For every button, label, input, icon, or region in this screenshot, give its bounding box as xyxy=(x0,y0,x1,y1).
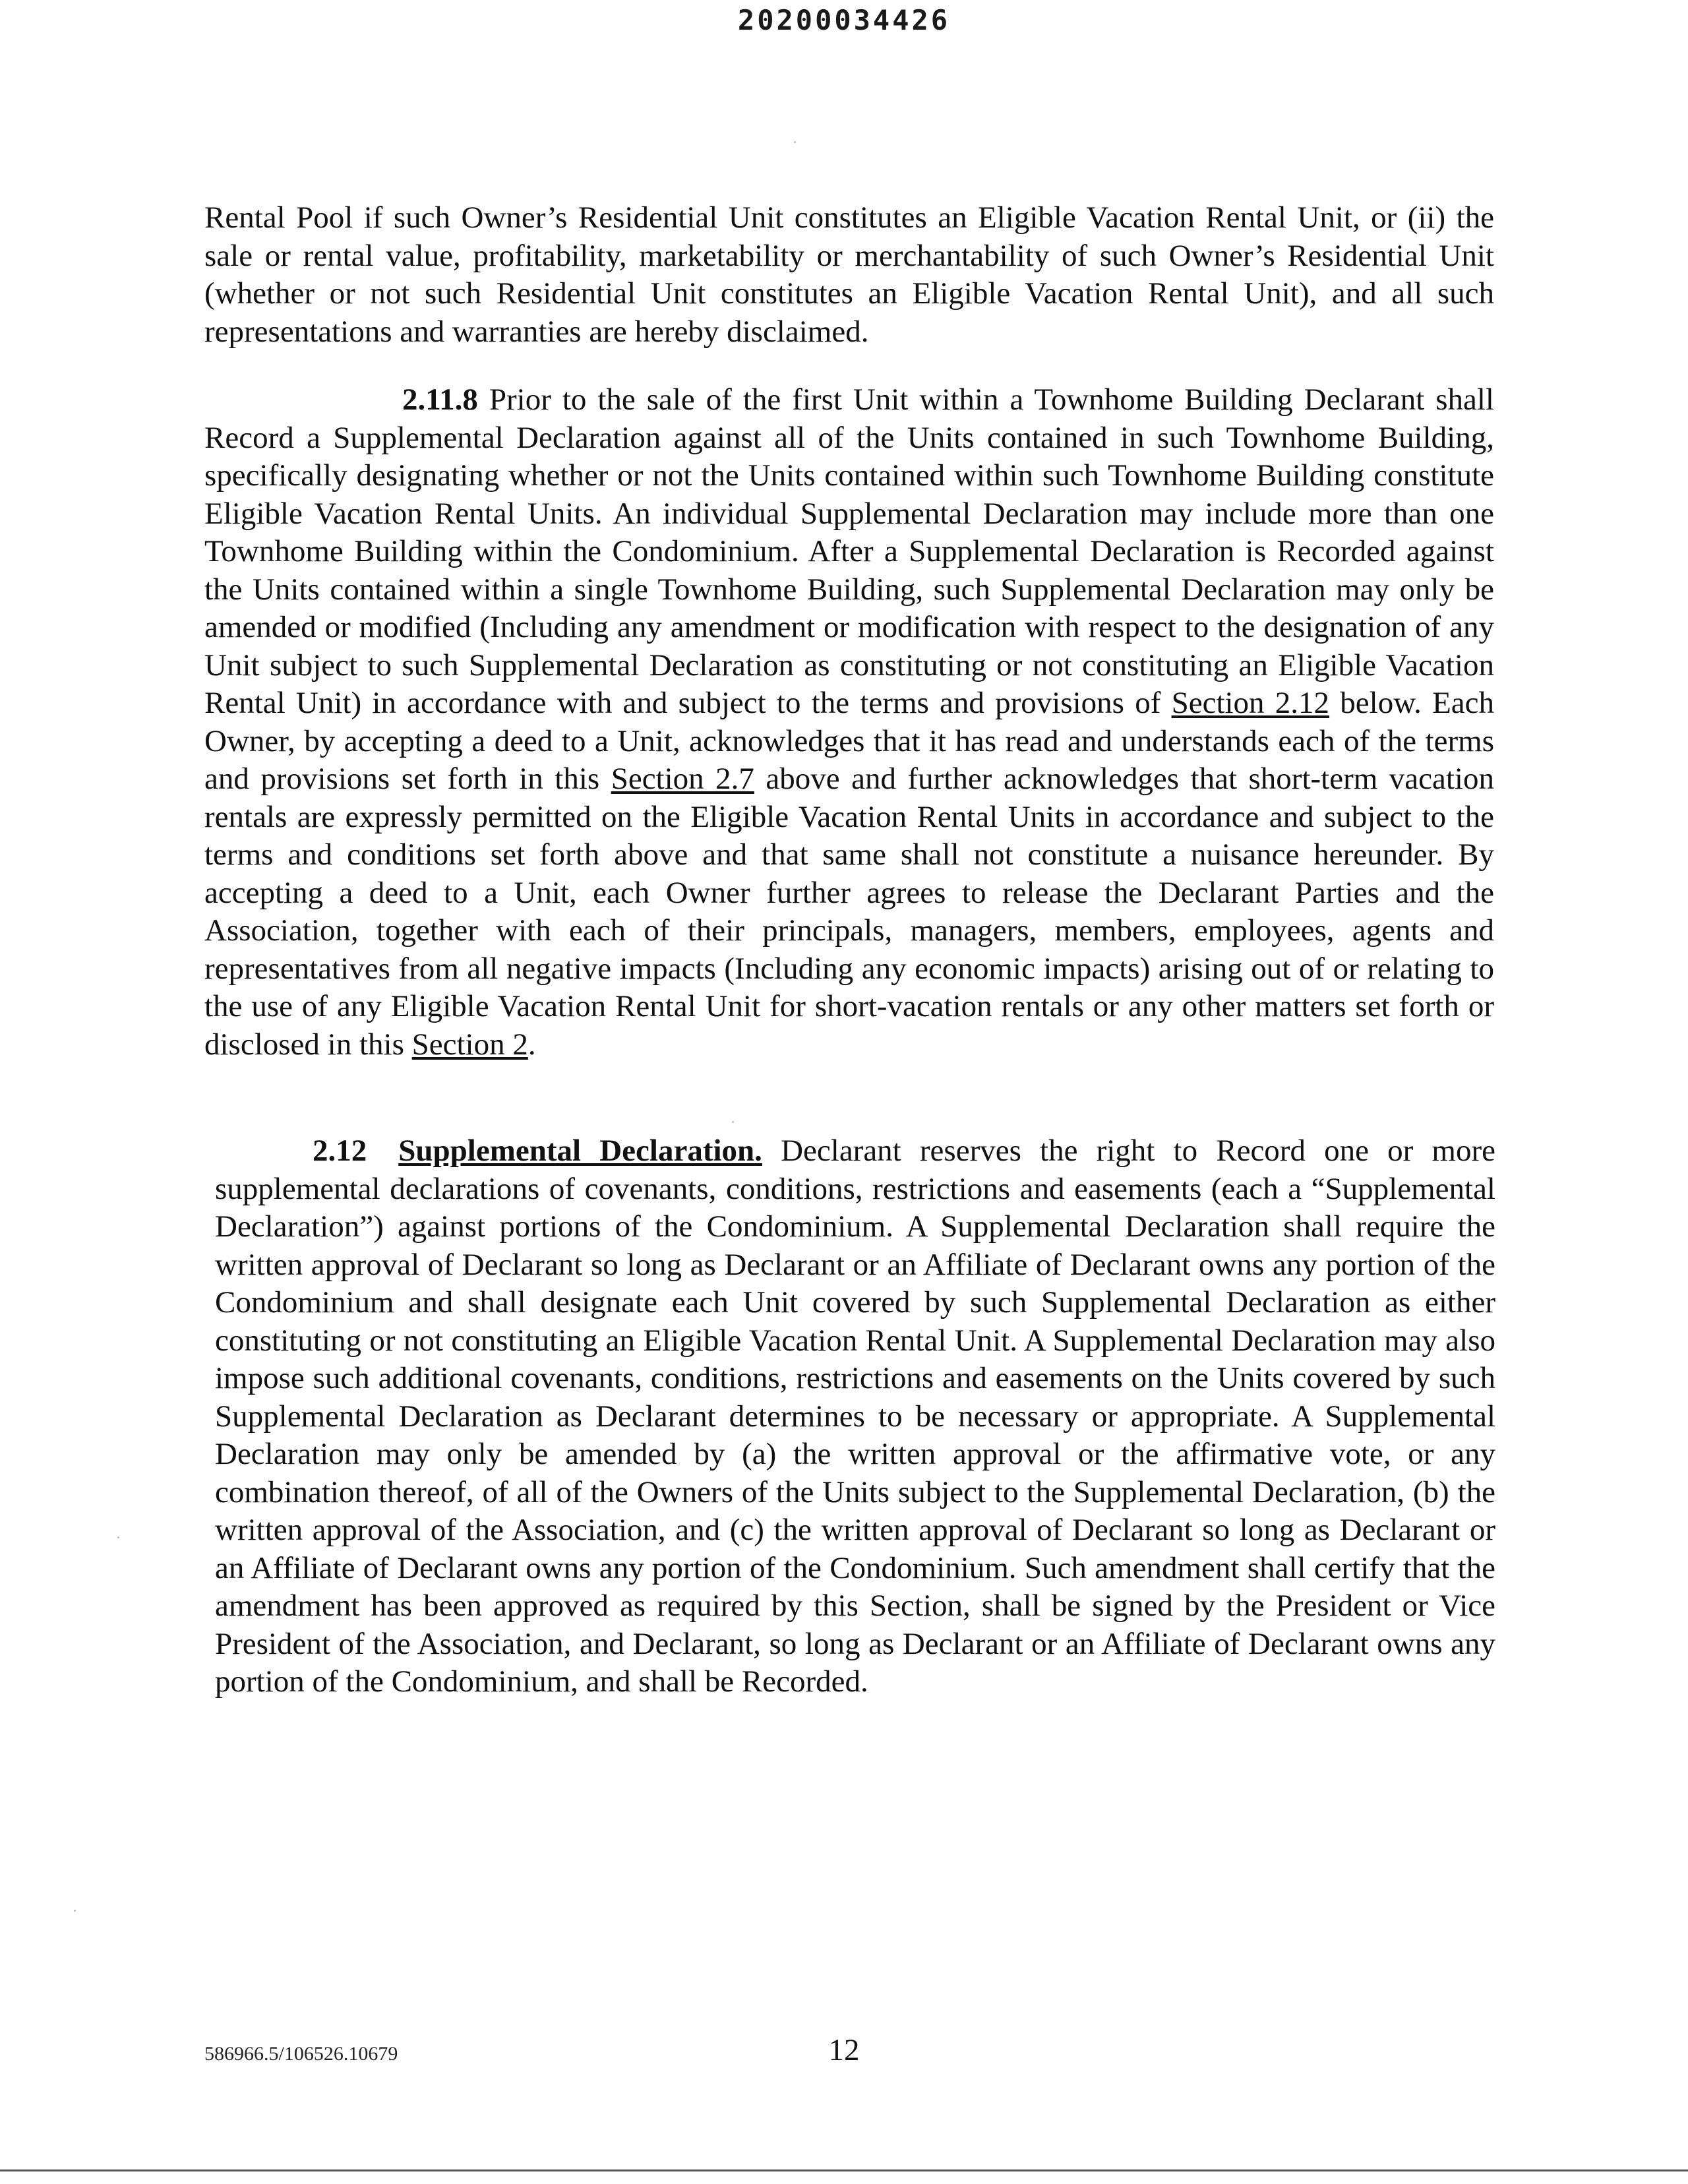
paragraph-text: above and further acknowledges that short-term vacation rentals are expressly permitted on the Eligible Vacation Rental Units in accordance and subject to the terms and conditions set forth above and that same shall not constitute a nuisance hereunder. By accepting a deed to a Unit, each Owner further agrees to release the Declarant Parties and the Association, together with each of their principals, managers, members, employees, agents and representatives from all negative impacts (Including any economic impacts) arising out of or relating to the use of any Eligible Vacation Rental Unit for short-vacation rentals or any other matters set forth or disclosed in this xyxy=(204,762,1494,1062)
section-title: Supplemental Declaration. xyxy=(398,1134,762,1168)
scan-speck xyxy=(74,1910,76,1912)
section-number: 2.11.8 xyxy=(402,382,478,417)
section-2-11-8 xyxy=(204,381,1494,1064)
paragraph-text: Prior to the sale of the first Unit within a Townhome Building Declarant shall Record a Supplemental Declaration against all of the Units contained in such Townhome Building, specifically designating whether or not the Units contained within such Townhome Building constitute Eligible Vacation Rental Units. An individual Supplemental Declaration may include more than one Townhome Building within the Condominium. After a Supplemental Declaration is Recorded against the Units contained within a single Townhome Building, such Supplemental Declaration may only be amended or modified (Including any amendment or modification with respect to the designation of any Unit subject to such Supplemental Declaration as constituting or not constituting an Eligible Vacation Rental Unit) in accordance with and subject to the terms and provisions of xyxy=(204,382,1494,720)
page-number: 12 xyxy=(828,2033,860,2067)
paragraph-text: Declarant reserves the right to Record one or more supplemental declarations of covenants, conditions, restrictions and easements (each a “Supplemental Declaration”) against portions of the Condominium. A Supplemental Declaration shall require the written approval of Declarant so long as Declarant or an Affiliate of Declarant owns any portion of the Condominium and shall designate each Unit covered by such Supplemental Declaration as either constituting or not constituting an Eligible Vacation Rental Unit. A Supplemental Declaration may also impose such additional covenants, conditions, restrictions and easements on the Units covered by such Supplemental Declaration as Declarant determines to be necessary or appropriate. A Supplemental Declaration may only be amended by (a) the written approval or the affirmative vote, or any combination thereof, of all of the Owners of the Units subject to the Supplemental Declaration, (b) the written approval of the Association, and (c) the written approval of Declarant so long as Declarant or an Affiliate of Declarant owns any portion of the Condominium. Such amendment shall certify that the amendment has been approved as required by this Section, shall be signed by the President or Vice President of the Association, and Declarant, so long as Declarant or an Affiliate of Declarant owns any portion of the Condominium, and shall be Recorded. xyxy=(215,1134,1495,1699)
section-reference-2-7[interactable]: Section 2.7 xyxy=(611,762,754,796)
bottom-rule xyxy=(0,2169,1688,2171)
recording-number: 20200034426 xyxy=(737,4,951,36)
paragraph-continuation xyxy=(204,199,1494,351)
section-reference-2[interactable]: Section 2 xyxy=(411,1027,528,1062)
section-2-12 xyxy=(215,1132,1495,1701)
paragraph-text: Rental Pool if such Owner’s Residential Unit constitutes an Eligible Vacation Rental Unit, or (ii) the sale or rental value, profitability, marketability or merchantability of such Owner’s Residential Unit (whether or not such Residential Unit constitutes an Eligible Vacation Rental Unit), and all such representations and warranties are hereby disclaimed. xyxy=(204,200,1494,349)
scan-speck xyxy=(794,141,796,143)
section-reference-2-12[interactable]: Section 2.12 xyxy=(1171,686,1330,720)
paragraph-text: below. Each Owner, by accepting a deed to a Unit, acknowledges that it has read and understands each of the terms and provisions set forth in this xyxy=(204,686,1494,796)
paragraph-text: . xyxy=(528,1027,536,1062)
section-number: 2.12 xyxy=(313,1134,367,1168)
scan-speck xyxy=(117,1536,119,1538)
scan-speck xyxy=(732,1121,734,1123)
document-id: 586966.5/106526.10679 xyxy=(204,2043,398,2065)
